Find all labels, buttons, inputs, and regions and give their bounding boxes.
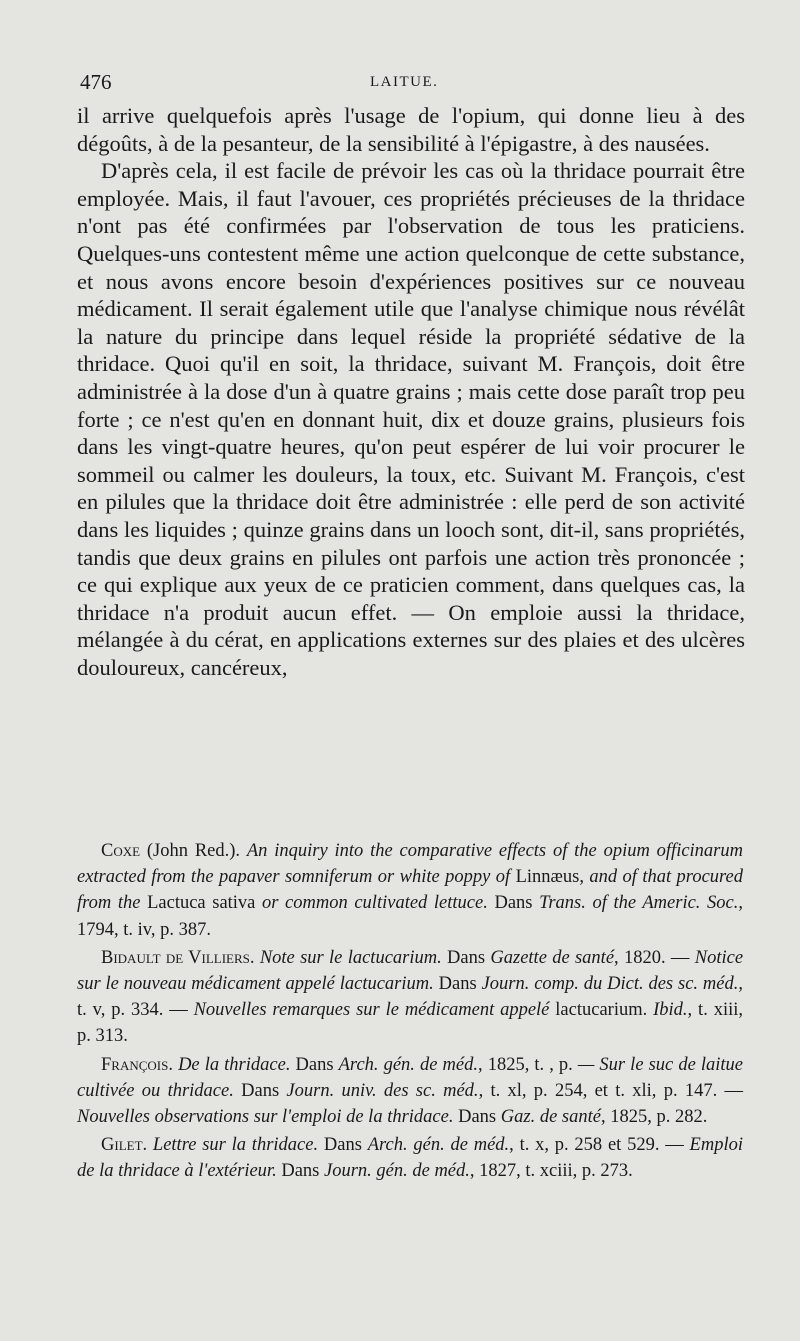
bib-title: Nouvelles observations sur l'emploi de la thridace. (77, 1107, 454, 1128)
bib-text: Dans (487, 893, 540, 914)
paragraph-continued: il arrive quelquefois après l'usage de l'opium, qui donne lieu à des dégoûts, à de la pesanteur, de la sensibilité à l'épigastre, à des nausées. (77, 103, 745, 156)
bib-text: , t. v, p. 334. — (77, 974, 743, 1021)
bib-entry-coxe (77, 838, 743, 943)
bib-entry-francois (77, 1052, 743, 1131)
bib-journal: Arch. gén. de méd. (367, 1135, 510, 1156)
bib-text: Dans (233, 1080, 287, 1101)
bib-entry-gilet (77, 1132, 743, 1184)
bib-title: An inquiry into the comparative effects of the opium officinarum extracted from the papaver somniferum or white poppy of (77, 841, 743, 888)
bib-author: Bidault de Villiers. (101, 947, 255, 968)
bib-text: Dans (318, 1135, 368, 1156)
bib-title: — Sur le suc de laitue cultivée ou thridace. (77, 1054, 744, 1101)
bibliography (77, 838, 743, 1187)
bib-journal: Trans. of the Americ. Soc. (539, 893, 739, 914)
bib-title: De la thridace. (178, 1054, 291, 1075)
bib-text: , t. x, p. 258 et 529. — (509, 1135, 690, 1156)
bib-ibid: Ibid. (653, 1000, 688, 1021)
bib-text: Dans (453, 1107, 501, 1128)
bib-author: Coxe (101, 841, 141, 861)
bib-text: Dans (433, 974, 482, 995)
bib-text: Dans (276, 1161, 324, 1182)
bib-text: (John Red.). (140, 841, 247, 861)
bib-journal: Journ. univ. des sc. méd. (286, 1080, 479, 1101)
bib-text: , t. xiii, p. 313. (77, 1000, 743, 1047)
bib-title: and of that procured from the (77, 867, 744, 914)
bib-entry-bidault (77, 945, 743, 1050)
main-text (77, 102, 745, 681)
bib-author: François. (101, 1054, 173, 1075)
bib-text: , 1820. — (614, 947, 695, 968)
bib-text: Lactuca sativa (140, 893, 262, 914)
bib-text: , t. xl, p. 254, et t. xli, p. 147. — (478, 1080, 743, 1101)
bib-text: , 1825, t. , p. (478, 1054, 578, 1075)
bib-author: Gilet. (101, 1135, 148, 1156)
bib-text: , 1827, t. xciii, p. 273. (469, 1161, 633, 1182)
bib-text: Dans (290, 1054, 339, 1075)
bib-text: Linnæus, (510, 867, 590, 888)
page-number: 476 (80, 70, 112, 94)
bib-text: , 1794, t. iv, p. 387. (77, 893, 743, 940)
bib-journal: Arch. gén. de méd. (338, 1054, 478, 1075)
paragraph-thridace: D'après cela, il est facile de prévoir les cas où la thridace pourrait être employée. Mais, il faut l'avouer, ces propriétés précieuses de la thridace n'ont pas été confirmées par l'observation de tous les praticiens. Quelques-uns contestent même une action quelconque de cette substance, et nous avons encore besoin d'expériences positives sur ce nouveau médicament. Il serait également utile que l'analyse chimique nous révélât la nature du principe dans lequel réside la propriété sédative de la thridace. Quoi qu'il en soit, la thridace, suivant M. François, doit être administrée à la dose d'un à quatre grains ; mais cette dose paraît trop peu forte ; ce n'est qu'en en donnant huit, dix et douze grains, plusieurs fois dans les vingt-quatre heures, qu'on peut espérer de lui voir procurer le sommeil ou calmer les douleurs, la toux, etc. Suivant M. François, c'est en pilules que la thridace doit être administrée : elle perd de son activité dans les liquides ; quinze grains dans un looch sont, dit-il, sans propriétés, tandis que deux grains en pilules ont parfois une action très prononcée ; ce qui explique aux yeux de ce praticien comment, dans quelques cas, la thridace n'a produit aucun effet. — On emploie aussi la thridace, mélangée à du cérat, en applications externes sur des plaies et des ulcères douloureux, cancéreux, (77, 158, 745, 680)
running-head (80, 70, 750, 100)
bib-journal: Journ. gén. de méd. (323, 1161, 470, 1182)
bib-title: Note sur le lactucarium. (259, 947, 442, 968)
bib-journal: Gaz. de santé (500, 1107, 601, 1128)
bib-title: Nouvelles remarques sur le médicament appelé (193, 1000, 550, 1021)
header-title: LAITUE. (370, 74, 439, 90)
bib-journal: Gazette de santé (490, 947, 615, 968)
bib-journal: Journ. comp. du Dict. des sc. méd. (481, 974, 739, 995)
bib-title: or common cultivated lettuce. (262, 893, 488, 914)
bib-text: , 1825, p. 282. (600, 1107, 708, 1128)
bib-title: Lettre sur la thridace. (152, 1135, 319, 1156)
bib-text: lactucarium. (549, 1000, 654, 1021)
bib-text: Dans (441, 947, 491, 968)
bib-title: Emploi de la thridace à l'extérieur. (77, 1135, 743, 1182)
bib-title: Notice sur le nouveau médicament appelé lactucarium. (77, 947, 744, 995)
